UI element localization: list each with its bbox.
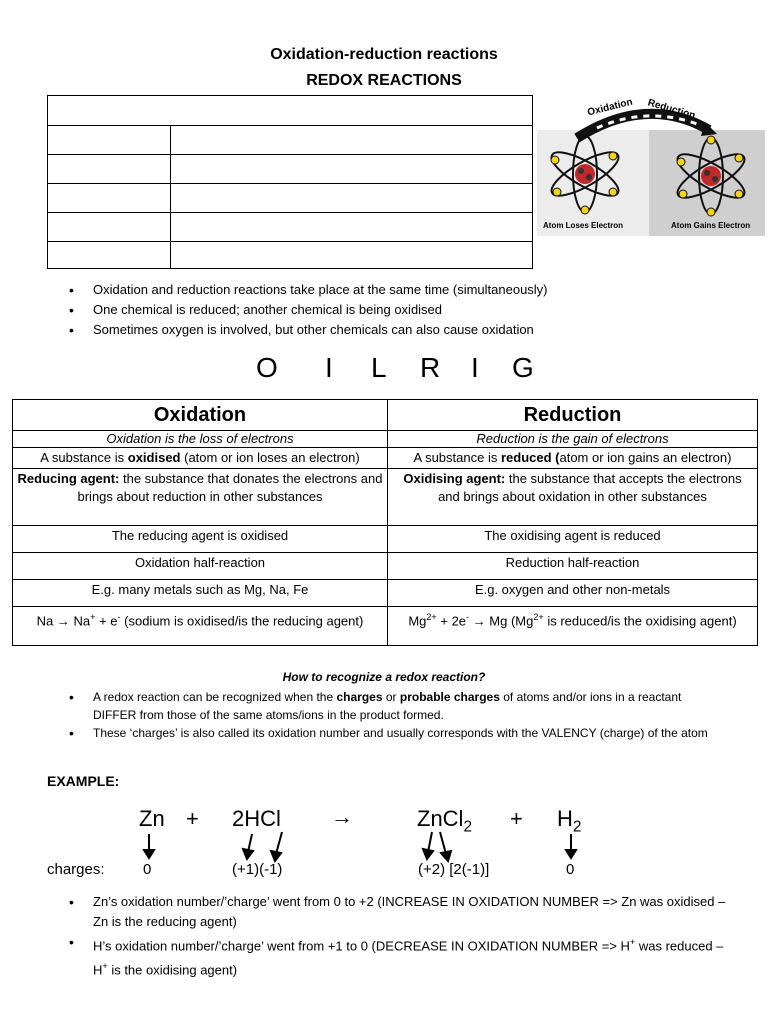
blank-fill-in-table: [47, 95, 533, 269]
table-cell: Oxidation is the loss of electrons: [13, 431, 388, 448]
charge-zncl2: (+2) [2(-1)]: [418, 861, 490, 878]
charge-zn: 0: [143, 861, 152, 878]
eq-zn: Zn: [139, 806, 165, 831]
mnemonic-letter: I: [471, 352, 479, 383]
table-cell: Reducing agent: the substance that donates the electrons and brings about reduction in other substances: [13, 469, 388, 526]
table-cell: A substance is oxidised (atom or ion loses an electron): [13, 448, 388, 469]
caption-loses: Atom Loses Electron: [543, 221, 624, 230]
table-cell: Oxidising agent: the substance that accepts the electrons and brings about oxidation in other substances: [388, 469, 758, 526]
eq-plus: +: [510, 806, 523, 831]
arc-label-reduction: Reduction: [646, 97, 697, 122]
mnemonic-letter: I: [325, 352, 333, 383]
table-cell: Oxidation half-reaction: [13, 553, 388, 580]
atom-diagram-icon: [537, 100, 765, 236]
table-cell: Na → Na+ + e- (sodium is oxidised/is the reducing agent): [13, 607, 388, 646]
charges-label: charges:: [47, 861, 105, 878]
recognize-bullet-list: [47, 688, 727, 742]
list-item: • Sometimes oxygen is involved, but other chemicals can also cause oxidation: [47, 320, 747, 340]
eq-plus: +: [186, 806, 199, 831]
eq-arrow-icon: →: [331, 804, 353, 829]
section-heading: How to recognize a redox reaction?: [282, 670, 486, 684]
page-subtitle: REDOX REACTIONS: [306, 72, 462, 89]
eq-h2: $H_2$: [557, 806, 582, 836]
conclusion-bullet-list: [47, 892, 727, 981]
redox-atom-illustration: [537, 96, 765, 236]
page-title: Oxidation-reduction reactions: [270, 46, 498, 63]
table-row: [13, 580, 758, 607]
intro-bullet-list: [47, 280, 747, 340]
table-cell: The oxidising agent is reduced: [388, 526, 758, 553]
mnemonic-letter: O: [256, 352, 278, 383]
table-header-oxidation: Oxidation: [13, 400, 388, 431]
table-cell: A substance is reduced (atom or ion gains an electron): [388, 448, 758, 469]
table-cell: The reducing agent is oxidised: [13, 526, 388, 553]
list-item: • One chemical is reduced; another chemical is being oxidised: [47, 300, 747, 320]
list-item: • These ‘charges’ is also called its oxidation number and usually corresponds with the VALENCY (charge) of the atom: [47, 724, 727, 742]
list-item: • Zn’s oxidation number/’charge’ went from 0 to +2 (INCREASE IN OXIDATION NUMBER => Zn was oxidised – Zn is the reducing agent): [47, 892, 727, 932]
list-item: • A redox reaction can be recognized when the charges or probable charges of atoms and/or ions in a reactant DIFFER from those of the same atoms/ions in the product formed.: [47, 688, 727, 724]
eq-hcl: 2HCl: [232, 806, 281, 831]
table-header-reduction: Reduction: [388, 400, 758, 431]
charge-hcl: (+1)(-1): [232, 861, 283, 878]
list-item: • H’s oxidation number/’charge’ went from +1 to 0 (DECREASE IN OXIDATION NUMBER => H+ was reduced – H+ is the oxidising agent): [47, 932, 727, 981]
mnemonic-letter: R: [420, 352, 441, 383]
table-row: [13, 448, 758, 469]
eq-zncl2: ZnCl$_2$: [417, 806, 473, 836]
arc-label-oxidation: Oxidation: [586, 96, 634, 119]
table-cell: Reduction half-reaction: [388, 553, 758, 580]
table-row: [13, 469, 758, 526]
oilrig-mnemonic: [256, 352, 556, 386]
table-row: [13, 400, 758, 431]
table-row: [13, 607, 758, 646]
table-cell: $Mg^{2+} + 2e^- \to Mg$ ($Mg^{2+}$ is reduced/is the oxidising agent): [388, 607, 758, 646]
table-cell: Reduction is the gain of electrons: [388, 431, 758, 448]
mnemonic-letter: G: [512, 352, 534, 383]
caption-gains: Atom Gains Electron: [671, 221, 751, 230]
table-row: [13, 553, 758, 580]
oxidation-reduction-table: [12, 399, 758, 646]
table-row: [13, 526, 758, 553]
charge-h2: 0: [566, 861, 575, 878]
table-cell: E.g. oxygen and other non-metals: [388, 580, 758, 607]
mnemonic-letter: L: [371, 352, 387, 383]
list-item: • Oxidation and reduction reactions take place at the same time (simultaneously): [47, 280, 747, 300]
table-cell: E.g. many metals such as Mg, Na, Fe: [13, 580, 388, 607]
table-row: [13, 431, 758, 448]
example-label: EXAMPLE:: [47, 773, 120, 789]
